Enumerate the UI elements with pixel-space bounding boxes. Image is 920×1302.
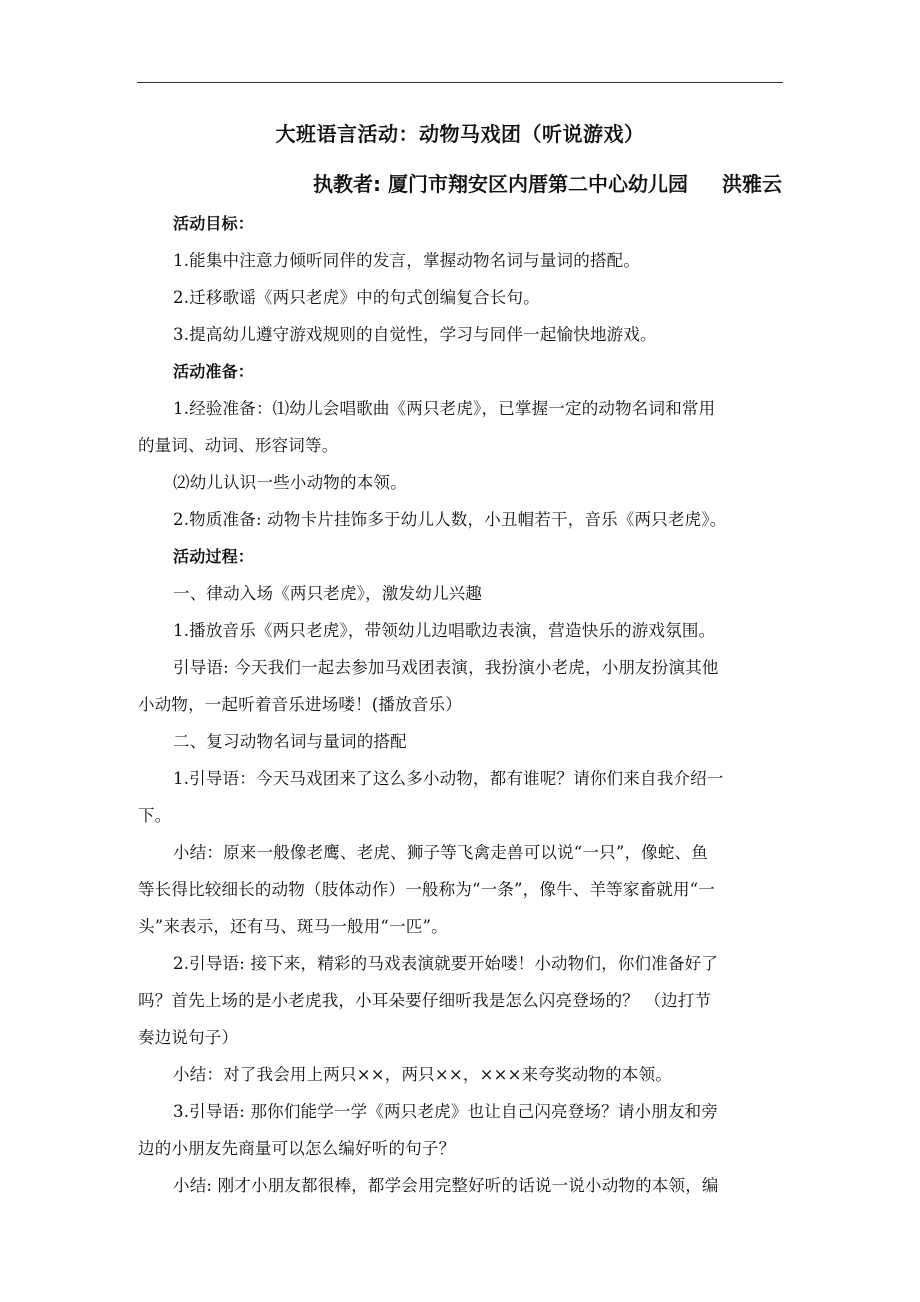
document-title: 大班语言活动：动物马戏团（听说游戏） [275, 122, 645, 146]
paragraph-line: 下。 [138, 806, 172, 825]
section-heading-preparation: 活动准备： [173, 362, 255, 381]
paragraph-line: 引导语: 今天我们一起去参加马戏团表演，我扮演小老虎，小朋友扮演其他 [173, 658, 719, 677]
paragraph-line: 奏边说句子） [138, 1028, 239, 1047]
paragraph-line: 小结：对了我会用上两只××，两只××，×××来夸奖动物的本领。 [173, 1065, 672, 1084]
paragraph-line: 小结: 刚才小朋友都很棒，都学会用完整好听的话说一说小动物的本领，编 [173, 1176, 719, 1195]
paragraph-line: 1.引导语：今天马戏团来了这么多小动物，都有谁呢？请你们来自我介绍一 [173, 769, 724, 788]
paragraph-line: 1.播放音乐《两只老虎》，带领幼儿边唱歌边表演，营造快乐的游戏氛围。 [173, 621, 716, 640]
paragraph-line: 1.能集中注意力倾听同伴的发言，掌握动物名词与量词的搭配。 [173, 251, 641, 270]
section-heading-process: 活动过程： [173, 547, 255, 566]
paragraph-line: 一、律动入场《两只老虎》，激发幼儿兴趣 [173, 584, 483, 603]
paragraph-line: 小结：原来一般像老鹰、老虎、狮子等飞禽走兽可以说“一只”，像蛇、鱼 [173, 843, 708, 862]
paragraph-line: 3.提高幼儿遵守游戏规则的自觉性，学习与同伴一起愉快地游戏。 [173, 325, 657, 344]
paragraph-line: 等长得比较细长的动物（肢体动作）一般称为“一条”，像牛、羊等家畜就用“一 [138, 880, 716, 899]
paragraph-line: 边的小朋友先商量可以怎么编好听的句子？ [138, 1139, 456, 1158]
paragraph-line: 头”来表示，还有马、斑马一般用“一匹”。 [138, 917, 448, 936]
paragraph-line: 2.引导语: 接下来，精彩的马戏表演就要开始喽！小动物们，你们准备好了 [173, 954, 719, 973]
paragraph-line: 1.经验准备：⑴幼儿会唱歌曲《两只老虎》，已掌握一定的动物名词和常用 [173, 399, 716, 418]
paragraph-line: 小动物，一起听着音乐进场喽！(播放音乐） [138, 695, 462, 714]
paragraph-line: 二、复习动物名词与量词的搭配 [173, 732, 407, 751]
header-rule [137, 82, 783, 83]
paragraph-line: 的量词、动词、形容词等。 [138, 436, 339, 455]
author-name: 洪雅云 [722, 172, 782, 196]
author-line [313, 170, 782, 198]
paragraph-line: 吗？首先上场的是小老虎我，小耳朵要仔细听我是怎么闪亮登场的？ （边打节 [138, 991, 712, 1010]
paragraph-line: 2.物质准备: 动物卡片挂饰多于幼儿人数，小丑帽若干，音乐《两只老虎》。 [173, 510, 727, 529]
paragraph-line: ⑵幼儿认识一些小动物的本领。 [173, 473, 407, 492]
author-label: 执教者: 厦门市翔安区内厝第二中心幼儿园 [313, 172, 688, 196]
paragraph-line: 3.引导语: 那你们能学一学《两只老虎》也让自己闪亮登场？请小朋友和旁 [173, 1102, 719, 1121]
section-heading-goals: 活动目标： [173, 214, 255, 233]
paragraph-line: 2.迁移歌谣《两只老虎》中的句式创编复合长句。 [173, 288, 540, 307]
